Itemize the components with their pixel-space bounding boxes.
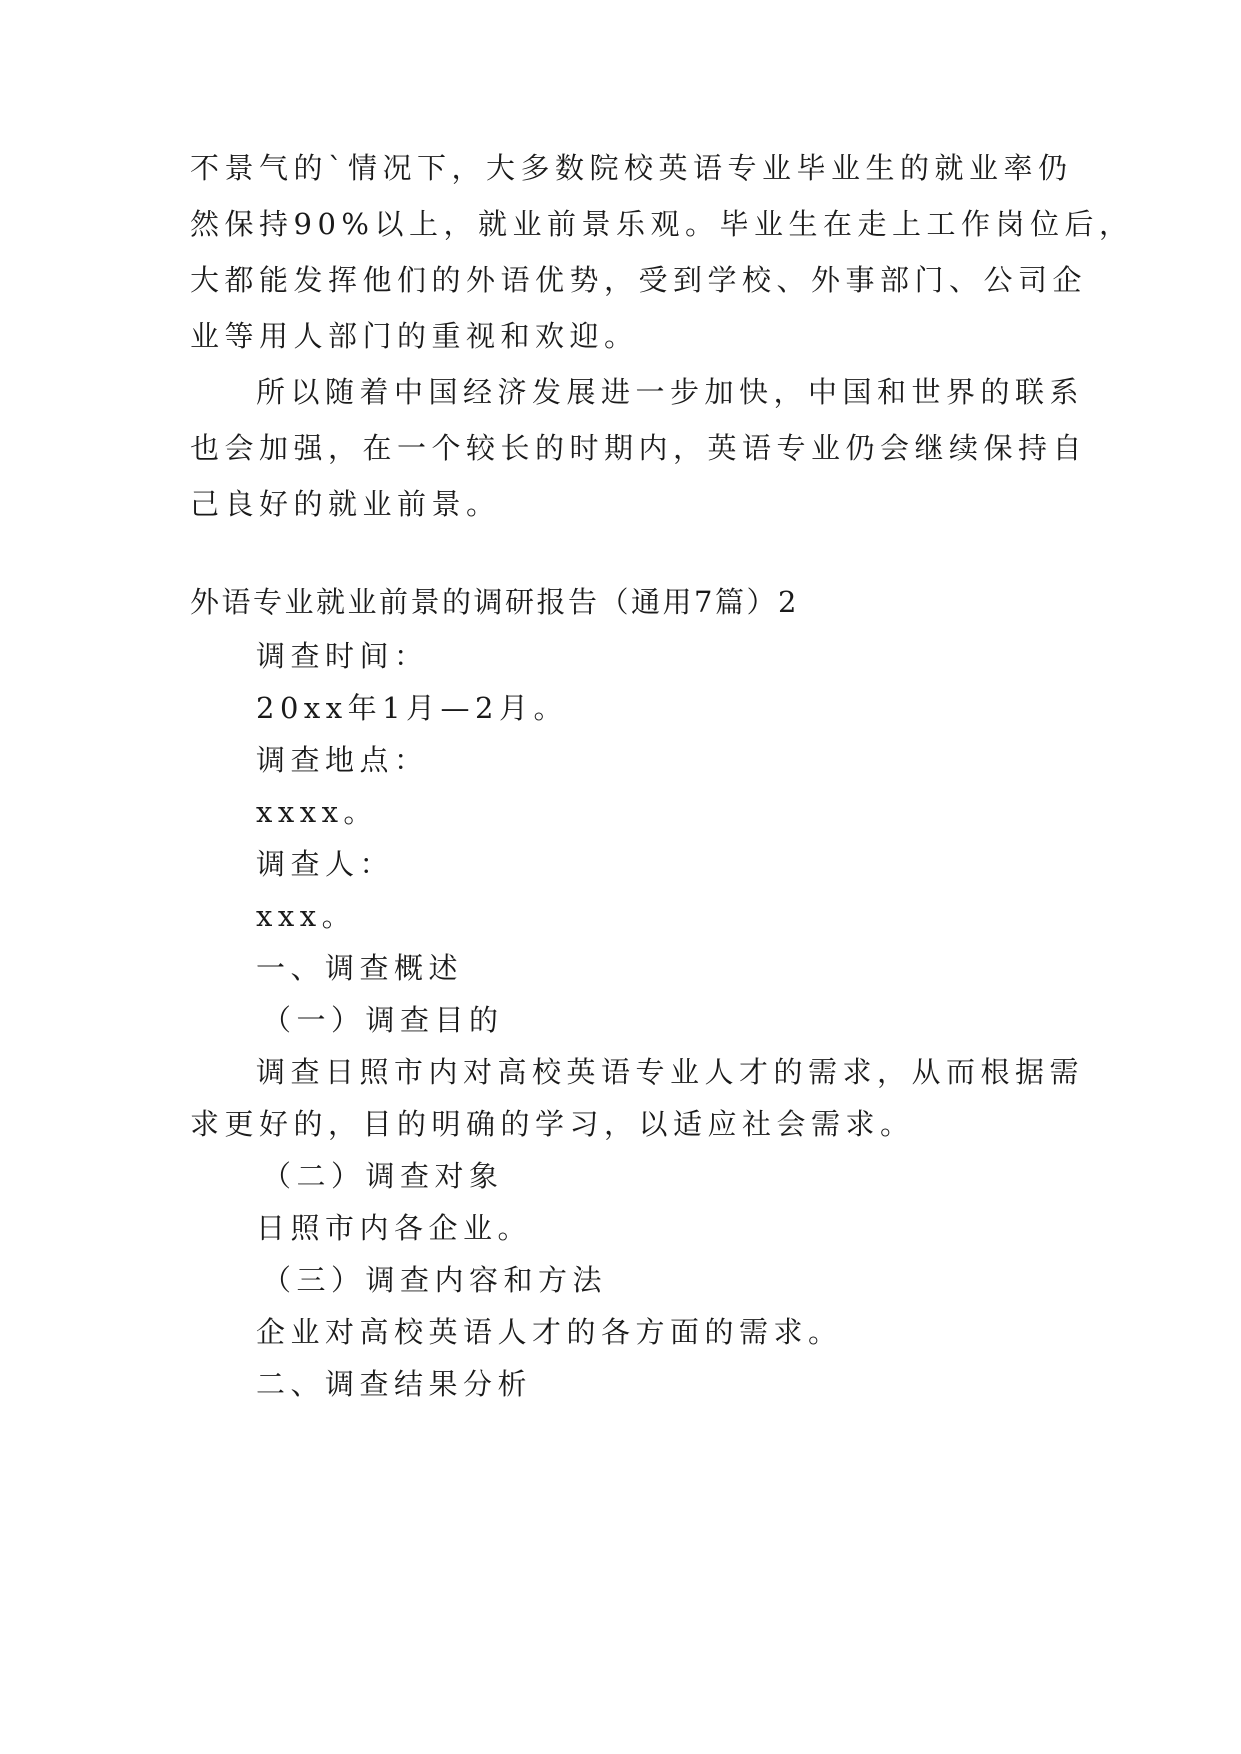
section-title: 外语专业就业前景的调研报告（通用7篇）2	[190, 585, 799, 619]
paragraph-line: 大都能发挥他们的外语优势，受到学校、外事部门、公司企	[190, 263, 1088, 297]
paragraph-line: 企业对高校英语人才的各方面的需求。	[256, 1315, 843, 1349]
paragraph-line: 然保持90%以上，就业前景乐观。毕业生在走上工作岗位后，	[190, 207, 1134, 241]
paragraph-line: 求更好的，目的明确的学习，以适应社会需求。	[190, 1107, 915, 1141]
subheading-purpose: （一）调查目的	[262, 1003, 504, 1037]
heading-overview: 一、调查概述	[256, 951, 464, 985]
paragraph-line: 调查日照市内对高校英语专业人才的需求，从而根据需	[256, 1055, 1085, 1089]
subheading-object: （二）调查对象	[262, 1159, 504, 1193]
paragraph-line: 不景气的`情况下，大多数院校英语专业毕业生的就业率仍	[190, 151, 1073, 185]
survey-time-value: 20xx年1月—2月。	[256, 691, 569, 725]
surveyor-value: xxx。	[256, 899, 357, 933]
survey-time-label: 调查时间：	[256, 639, 429, 673]
heading-results: 二、调查结果分析	[256, 1367, 533, 1401]
surveyor-label: 调查人：	[256, 847, 395, 881]
survey-place-value: xxxx。	[256, 795, 378, 829]
paragraph-line: 也会加强，在一个较长的时期内，英语专业仍会继续保持自	[190, 431, 1088, 465]
paragraph-line: 所以随着中国经济发展进一步加快，中国和世界的联系	[256, 375, 1085, 409]
paragraph-line: 己良好的就业前景。	[190, 487, 501, 521]
survey-place-label: 调查地点：	[256, 743, 429, 777]
paragraph-line: 日照市内各企业。	[256, 1211, 533, 1245]
subheading-content-method: （三）调查内容和方法	[262, 1263, 608, 1297]
paragraph-line: 业等用人部门的重视和欢迎。	[190, 319, 639, 353]
